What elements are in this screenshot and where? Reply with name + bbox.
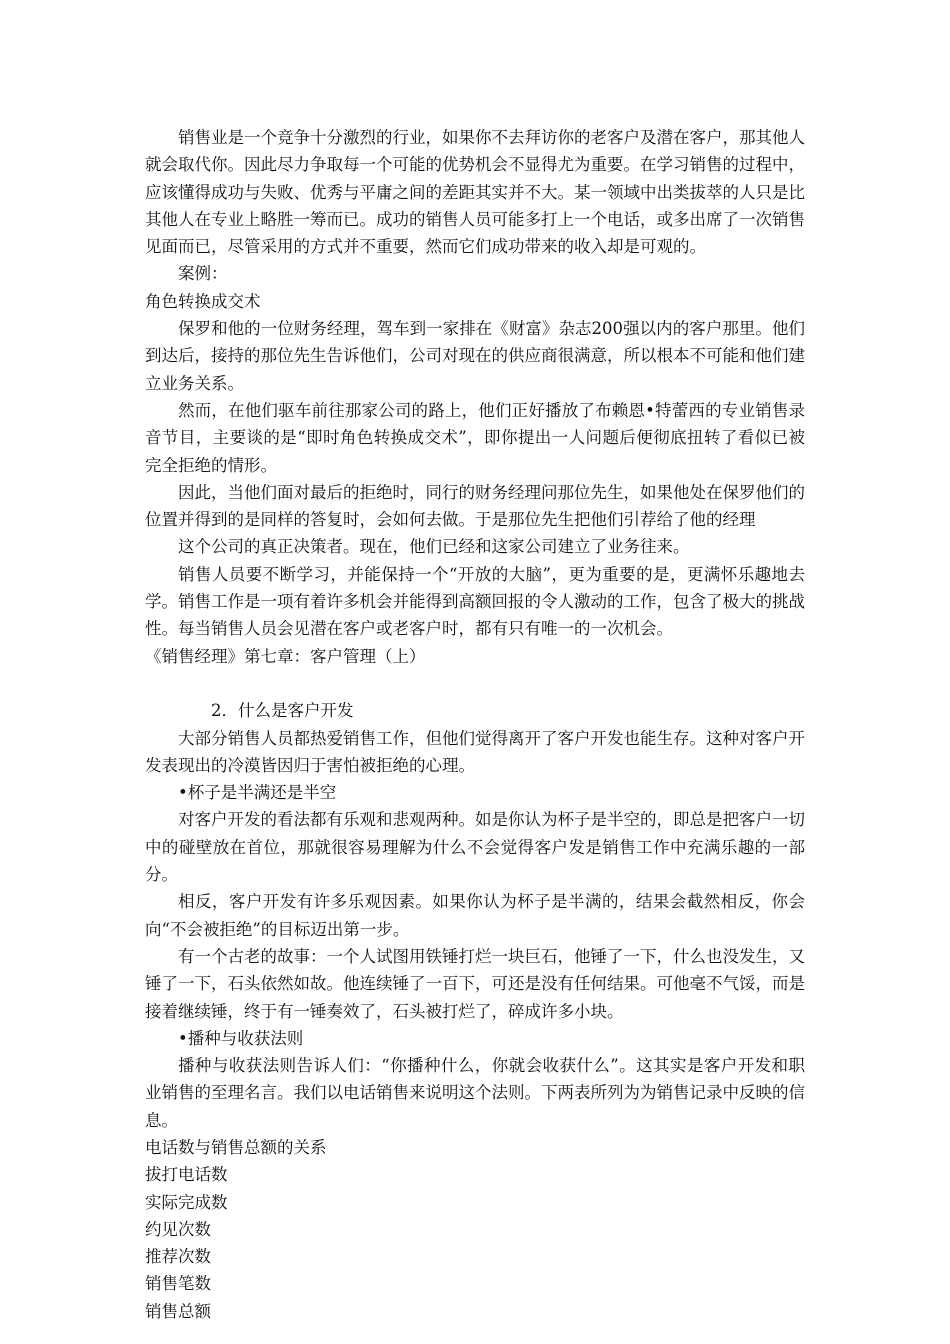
section-heading-customer-development: 2．什么是客户开发 (211, 701, 354, 721)
paragraph-case-label: 案例： (178, 264, 228, 284)
paragraph-pessimistic-view: 对客户开发的看法都有乐观和悲观两种。如是你认为杯子是半空的，即总是把客户一切中的碰壁放在首位，那就很容易理解为什么不会觉得客户发是销售工作中充满乐趣的一部分。 (145, 810, 805, 885)
heading-role-reversal: 角色转换成交术 (145, 291, 261, 311)
paragraph-sow-reap-law: 播种与收获法则告诉人们：“你播种什么，你就会收获什么”。这其实是客户开发和职业销售的至理名言。我们以电话销售来说明这个法则。下两表所列为为销售记录中反映的信息。 (145, 1056, 805, 1130)
bullet-sow-and-reap: •播种与收获法则 (178, 1028, 304, 1048)
bullet-half-full-glass: •杯子是半满还是半空 (178, 783, 337, 803)
paragraph-final-rejection: 因此，当他们面对最后的拒绝时，同行的财务经理问那位先生，如果他处在保罗他们的位置并得到的是同样的答复时，会如何去做。于是那位先生把他们引荐给了他的经理 (145, 482, 805, 530)
paragraph-keep-learning: 销售人员要不断学习，并能保持一个“开放的大脑”，更为重要的是，更满怀乐趣地去学。销售工作是一项有着许多机会并能得到高额回报的令人激动的工作，包含了极大的挑战性。每当销售人员会见潜在客户或老客户时，都有只有唯一的一次机会。 (145, 564, 805, 639)
table-title-calls-vs-sales: 电话数与销售总额的关系 (145, 1137, 327, 1157)
heading-chapter-seven: 《销售经理》第七章：客户管理（上） (145, 646, 426, 666)
document-page (145, 124, 805, 1325)
paragraph-sales-intro: 销售业是一个竞争十分激烈的行业，如果你不去拜访你的老客户及潜在客户，那其他人就会取代你。因此尽力争取每一个可能的优势机会不显得尤为重要。在学习销售的过程中，应该懂得成功与失败、优秀与平庸之间的差距其实并不大。某一领域中出类拔萃的人只是比其他人在专业上略胜一筹而已。成功的销售人员可能多打上一个电话，或多出席了一次销售见面而已，尽管采用的方式并不重要，然而它们成功带来的收入却是可观的。 (145, 128, 805, 257)
paragraph-fear-of-rejection: 大部分销售人员都热爱销售工作，但他们觉得离开了客户开发也能生存。这种对客户开发表现出的冷漠皆因归于害怕被拒绝的心理。 (145, 728, 805, 775)
blank-line (145, 670, 805, 697)
table-row-label: 销售总额 (145, 1301, 211, 1321)
table-row-label: 销售笔数 (145, 1274, 211, 1294)
paragraph-paul-visit: 保罗和他的一位财务经理，驾车到一家排在《财富》杂志200强以内的客户那里。他们到达后，接持的那位先生告诉他们，公司对现在的供应商很满意，所以根本不可能和他们建立业务关系。 (145, 319, 805, 393)
paragraph-tracy-audio: 然而，在他们驱车前往那家公司的路上，他们正好播放了布赖恩•特蕾西的专业销售录音节目，主要谈的是“即时角色转换成交术”，即你提出一人问题后便彻底扭转了看似已被完全拒绝的情形。 (145, 400, 805, 475)
table-row-label: 约见次数 (145, 1219, 211, 1239)
table-row-label: 实际完成数 (145, 1192, 228, 1212)
paragraph-decision-maker: 这个公司的真正决策者。现在，他们已经和这家公司建立了业务往来。 (178, 537, 690, 557)
table-row-label: 拔打电话数 (145, 1165, 228, 1185)
paragraph-stone-story: 有一个古老的故事：一个人试图用铁锤打烂一块巨石，他锤了一下，什么也没发生，又锤了一下，石头依然如故。他连续锤了一百下，可还是没有任何结果。可他毫不气馁，而是接着继续锤，终于有一锤奏效了，石头被打烂了，碎成许多小块。 (145, 946, 805, 1021)
table-row-label: 推荐次数 (145, 1247, 211, 1267)
paragraph-optimistic-view: 相反，客户开发有许多乐观因素。如果你认为杯子是半满的，结果会截然相反，你会向“不会被拒绝”的目标迈出第一步。 (145, 892, 805, 939)
